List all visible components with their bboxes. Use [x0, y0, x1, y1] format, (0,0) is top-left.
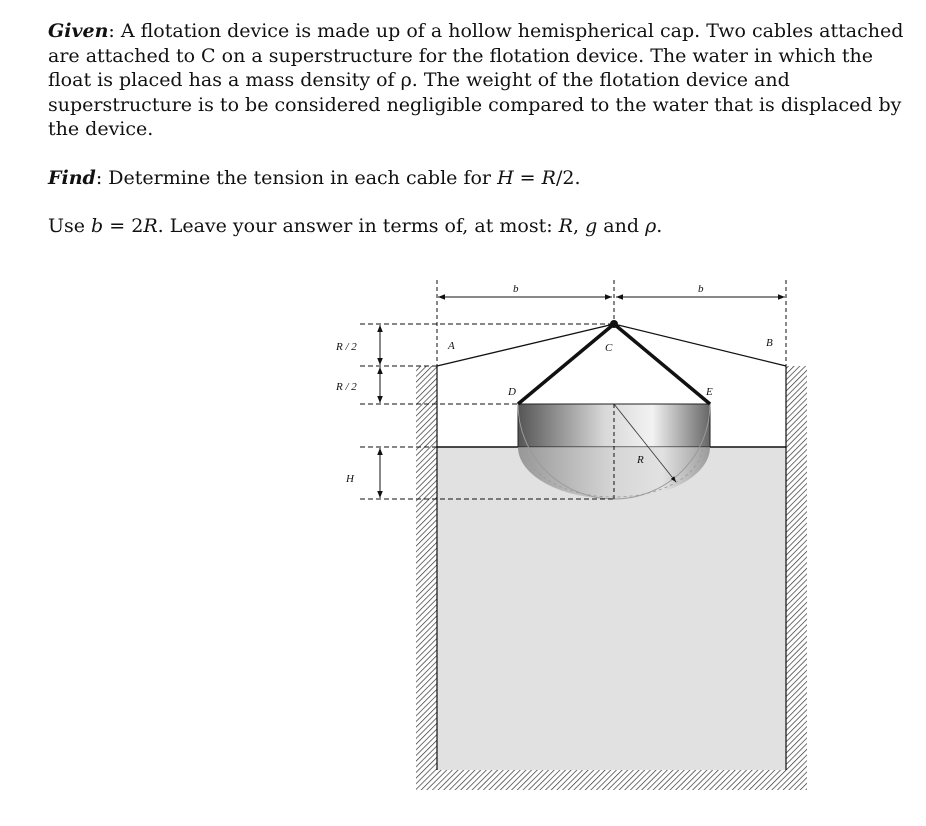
use-sep1: ,: [572, 215, 586, 237]
find-label: Find: [48, 166, 96, 189]
use-var-r2: R: [558, 215, 573, 237]
label-b-right: b: [698, 283, 704, 295]
find-var-h: H: [497, 166, 514, 189]
use-end: .: [656, 215, 663, 237]
use-mid: . Leave your answer in terms of, at most:: [157, 215, 559, 237]
find-equals: =: [513, 166, 542, 189]
label-dim-h: H: [346, 473, 354, 485]
find-var-r: R: [541, 166, 556, 189]
label-e: E: [706, 386, 713, 398]
use-prefix: Use: [48, 215, 92, 237]
given-text: : A flotation device is made up of a hollow hemispherical cap. Two cables attached are attached to C on a superstructure for the flotation device. The water in which the float is placed has a mass density of ρ. The weight of the flotation device and superstructure is to be considered negligible compared to the water that is displaced by the device.: [48, 20, 904, 140]
label-dim-top: R / 2: [336, 341, 357, 353]
use-var-g: g: [585, 215, 598, 237]
use-paragraph: [48, 214, 908, 239]
problem-statement: [48, 19, 908, 239]
tank-left-wall: [416, 366, 437, 790]
use-var-rho: ρ: [645, 215, 657, 237]
find-text: : Determine the tension in each cable for: [95, 166, 498, 189]
label-d: D: [508, 386, 516, 398]
tank-bottom: [416, 770, 807, 790]
tank-right-wall: [786, 366, 807, 790]
flotation-figure: [0, 270, 926, 810]
label-a: A: [448, 340, 455, 352]
find-tail: /2.: [555, 166, 581, 189]
given-paragraph: [48, 19, 908, 142]
given-label: Given: [48, 20, 109, 42]
label-r: R: [637, 454, 644, 466]
label-c: C: [605, 342, 613, 354]
label-b-left: b: [513, 283, 519, 295]
superstructure: [437, 320, 786, 404]
use-sep2: and: [597, 215, 646, 237]
use-var-r: R: [143, 215, 158, 237]
label-dim-mid: R / 2: [336, 381, 357, 393]
label-b-point: B: [766, 337, 773, 349]
find-paragraph: [48, 166, 908, 191]
use-var-b: b: [91, 215, 104, 237]
use-equals: = 2: [103, 215, 144, 237]
